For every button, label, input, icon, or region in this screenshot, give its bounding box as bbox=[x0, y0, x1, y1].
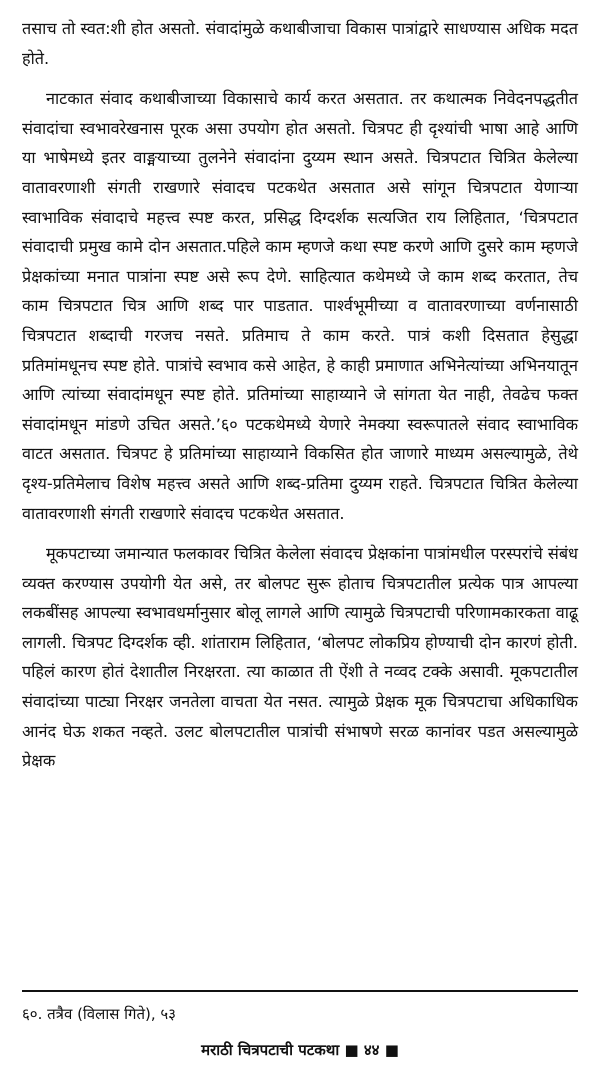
paragraph: नाटकात संवाद कथाबीजाच्या विकासाचे कार्य करत असतात. तर कथात्मक निवेदनपद्धतीत संवादांचा स्वभावरेखनास पूरक असा उपयोग होत असतो. चित्रपट ही दृश्यांची भाषा आहे आणि या भाषेमध्ये इतर वाङ्मयाच्या तुलनेने संवादांना दुय्यम स्थान असते. चित्रपटात चित्रित केलेल्या वातावरणाशी संगती राखणारे संवादच पटकथेत असतात असे सांगून चित्रपटात येणाऱ्या स्वाभाविक संवादाचे महत्त्व स्पष्ट करत, प्रसिद्ध दिग्दर्शक सत्यजित राय लिहितात, ‘चित्रपटात संवादाची प्रमुख कामे दोन असतात.पहिले काम म्हणजे कथा स्पष्ट करणे आणि दुसरे काम म्हणजे प्रेक्षकांच्या मनात पात्रांना स्पष्ट असे रूप देणे. साहित्यात कथेमध्ये जे काम शब्द करतात, तेच काम चित्रपटात चित्र आणि शब्द पार पाडतात. पार्श्वभूमीच्या व वातावरणाच्या वर्णनासाठी चित्रपटात शब्दाची गरजच नसते. प्रतिमाच ते काम करते. पात्रं कशी दिसतात हेसुद्धा प्रतिमांमधूनच स्पष्ट होते. पात्रांचे स्वभाव कसे आहेत, हे काही प्रमाणात अभिनेत्यांच्या अभिनयातून आणि त्यांच्या संवादांमधून स्पष्ट होते. प्रतिमांच्या साहाय्याने जे सांगता येत नाही, तेवढेच फक्त संवादांमधून मांडणे उचित असते.’६० पटकथेमध्ये येणारे नेमक्या स्वरूपातले संवाद स्वाभाविक वाटत असतात. चित्रपट हे प्रतिमांच्या साहाय्याने विकसित होत जाणारे माध्यम असल्यामुळे, तेथे दृश्य-प्रतिमेलाच विशेष महत्त्व असते आणि शब्द-प्रतिमा दुय्यम राहते. चित्रपटात चित्रित केलेल्या वातावरणाशी संगती राखणारे संवादच पटकथेत असतात. bbox=[22, 89, 578, 523]
paragraph: मूकपटाच्या जमान्यात फलकावर चित्रित केलेला संवादच प्रेक्षकांना पात्रांमधील परस्परांचे संबंध व्यक्त करण्यास उपयोगी येत असे, तर बोलपट सुरू होताच चित्रपटातील प्रत्येक पात्र आपल्या लकबींसह आपल्या स्वभावधर्मानुसार बोलू लागले आणि त्यामुळे चित्रपटाची परिणामकारकता वाढू लागली. चित्रपट दिग्दर्शक व्ही. शांताराम लिहितात, ‘बोलपट लोकप्रिय होण्याची दोन कारणं होती. पहिलं कारण होतं देशातील निरक्षरता. त्या काळात ती ऐंशी ते नव्वद टक्के असावी. मूकपटातील संवादांच्या पाट्या निरक्षर जनतेला वाचता येत नसत. त्यामुळे प्रेक्षक मूक चित्रपटाचा अधिकाधिक आनंद घेऊ शकत नव्हते. उलट बोलपटातील पात्रांची संभाषणे सरळ कानांवर पडत असल्यामुळे प्रेक्षक bbox=[22, 544, 579, 771]
running-footer: मराठी चित्रपटाची पटकथा ■ ४४ ■ bbox=[201, 1041, 399, 1059]
footnote-divider bbox=[22, 990, 578, 992]
footnote: ६०. तत्रैव (विलास गिते), ५३ bbox=[22, 1005, 176, 1023]
paragraph-continued: तसाच तो स्वत:शी होत असतो. संवादांमुळे कथाबीजाचा विकास पात्रांद्वारे साधण्यास अधिक मदत होते. bbox=[22, 19, 578, 68]
body-text bbox=[22, 14, 578, 776]
